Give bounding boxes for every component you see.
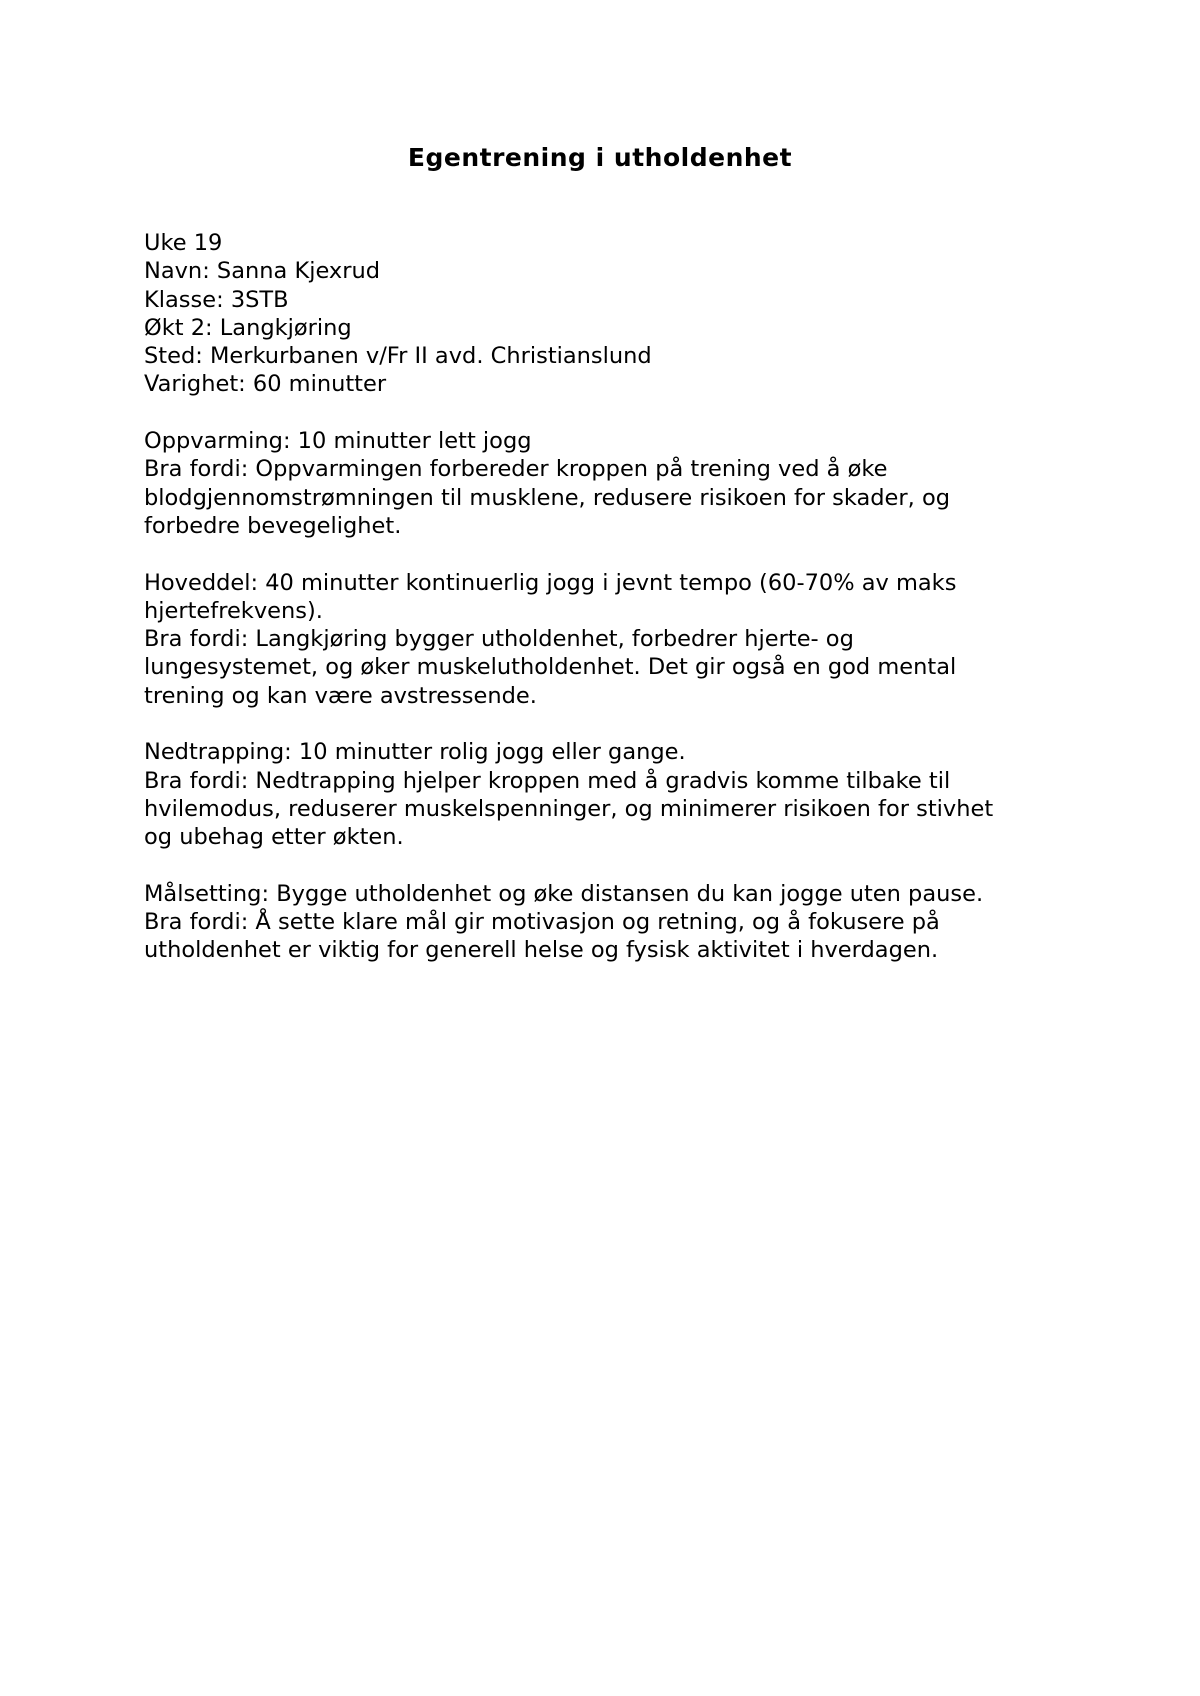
section-main <box>144 569 1084 710</box>
section-line: utholdenhet er viktig for generell helse og fysisk aktivitet i hverdagen. <box>144 937 939 964</box>
section-line: Målsetting: Bygge utholdenhet og øke distansen du kan jogge uten pause. <box>144 880 984 907</box>
section-line: Oppvarming: 10 minutter lett jogg <box>144 428 532 455</box>
section-line: Hoveddel: 40 minutter kontinuerlig jogg i jevnt tempo (60-70% av maks <box>144 569 957 596</box>
section-line: Bra fordi: Å sette klare mål gir motivasjon og retning, og å fokusere på <box>144 909 940 936</box>
section-line: hvilemodus, reduserer muskelspenninger, og minimerer risikoen for stivhet <box>144 795 994 822</box>
info-session: Økt 2: Langkjøring <box>144 314 352 341</box>
section-line: Bra fordi: Langkjøring bygger utholdenhet, forbedrer hjerte- og <box>144 626 854 653</box>
section-goal <box>144 880 1084 965</box>
section-line: Nedtrapping: 10 minutter rolig jogg eller gange. <box>144 739 686 766</box>
section-line: lungesystemet, og øker muskelutholdenhet. Det gir også en god mental <box>144 654 957 681</box>
section-cooldown <box>144 738 1084 851</box>
info-week: Uke 19 <box>144 230 223 256</box>
section-line: Bra fordi: Nedtrapping hjelper kroppen med å gradvis komme tilbake til <box>144 767 951 794</box>
section-line: forbedre bevegelighet. <box>144 512 402 539</box>
info-location: Sted: Merkurbanen v/Fr II avd. Christianslund <box>144 343 652 370</box>
info-name: Navn: Sanna Kjexrud <box>144 258 381 285</box>
section-warmup <box>144 427 1084 540</box>
section-line: blodgjennomstrømningen til musklene, redusere risikoen for skader, og <box>144 484 951 511</box>
info-block <box>144 229 1084 399</box>
info-class: Klasse: 3STB <box>144 286 289 313</box>
document-body <box>144 229 1084 965</box>
section-line: trening og kan være avstressende. <box>144 682 537 709</box>
section-line: hjertefrekvens). <box>144 597 323 624</box>
section-line: og ubehag etter økten. <box>144 824 404 851</box>
info-duration: Varighet: 60 minutter <box>144 371 387 398</box>
document-title: Egentrening i utholdenhet <box>407 143 793 172</box>
section-line: Bra fordi: Oppvarmingen forbereder kroppen på trening ved å øke <box>144 456 888 483</box>
